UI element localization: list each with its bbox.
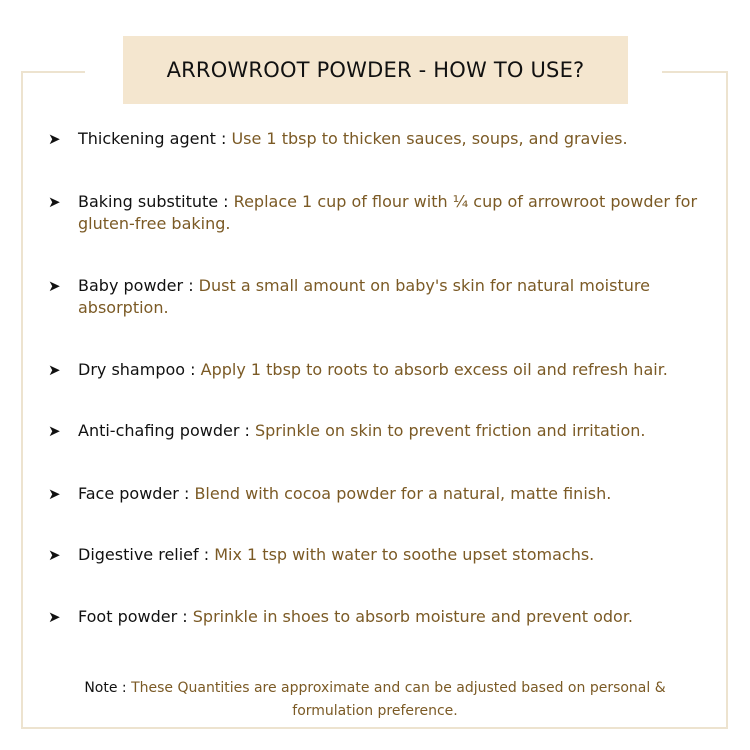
item-label: Digestive relief :: [78, 545, 210, 564]
list-item-text: [78, 606, 708, 628]
item-description: Use 1 tbsp to thicken sauces, soups, and gravies.: [231, 129, 628, 148]
arrow-bullet-icon: ➤: [48, 361, 61, 379]
list-item-text: [78, 483, 708, 505]
item-description: Apply 1 tbsp to roots to absorb excess oil and refresh hair.: [200, 360, 668, 379]
frame-top-border-right: [662, 71, 728, 73]
list-item-text: [78, 191, 708, 235]
footnote: [60, 677, 690, 723]
arrow-bullet-icon: ➤: [48, 422, 61, 440]
item-description: Replace 1 cup of flour with ¼ cup of arrowroot powder for gluten-free baking.: [78, 192, 698, 233]
arrow-bullet-icon: ➤: [48, 130, 61, 148]
list-item: [48, 544, 708, 566]
list-item-text: [78, 359, 708, 381]
list-item: [48, 275, 708, 319]
list-item: [48, 191, 708, 235]
arrow-bullet-icon: ➤: [48, 608, 61, 626]
item-label: Foot powder :: [78, 607, 188, 626]
arrow-bullet-icon: ➤: [48, 546, 61, 564]
item-description: Sprinkle on skin to prevent friction and irritation.: [254, 421, 646, 440]
note-text: These Quantities are approximate and can be adjusted based on personal & formulation preference.: [131, 680, 666, 719]
list-item: [48, 128, 708, 150]
item-label: Baby powder :: [78, 276, 194, 295]
item-description: Mix 1 tsp with water to soothe upset stomachs.: [214, 545, 595, 564]
item-label: Dry shampoo :: [78, 360, 196, 379]
list-item: [48, 606, 708, 628]
list-item-text: [78, 544, 708, 566]
frame-top-border-left: [21, 71, 85, 73]
title-banner: [123, 36, 628, 104]
arrow-bullet-icon: ➤: [48, 193, 61, 211]
list-item: [48, 359, 708, 381]
list-item: [48, 483, 708, 505]
list-item-text: [78, 275, 708, 319]
item-description: Sprinkle in shoes to absorb moisture and prevent odor.: [192, 607, 634, 626]
item-label: Baking substitute :: [78, 192, 229, 211]
item-label: Face powder :: [78, 484, 190, 503]
list-item-text: [78, 128, 708, 150]
item-description: Blend with cocoa powder for a natural, matte finish.: [194, 484, 612, 503]
item-label: Thickening agent :: [78, 129, 227, 148]
note-label: Note :: [84, 680, 127, 696]
arrow-bullet-icon: ➤: [48, 485, 61, 503]
list-item: [48, 420, 708, 442]
list-item-text: [78, 420, 708, 442]
item-description: Dust a small amount on baby's skin for natural moisture absorption.: [78, 276, 650, 317]
content-frame: [21, 71, 728, 729]
page-title: ARROWROOT POWDER - HOW TO USE?: [166, 58, 585, 82]
item-label: Anti-chafing powder :: [78, 421, 250, 440]
arrow-bullet-icon: ➤: [48, 277, 61, 295]
